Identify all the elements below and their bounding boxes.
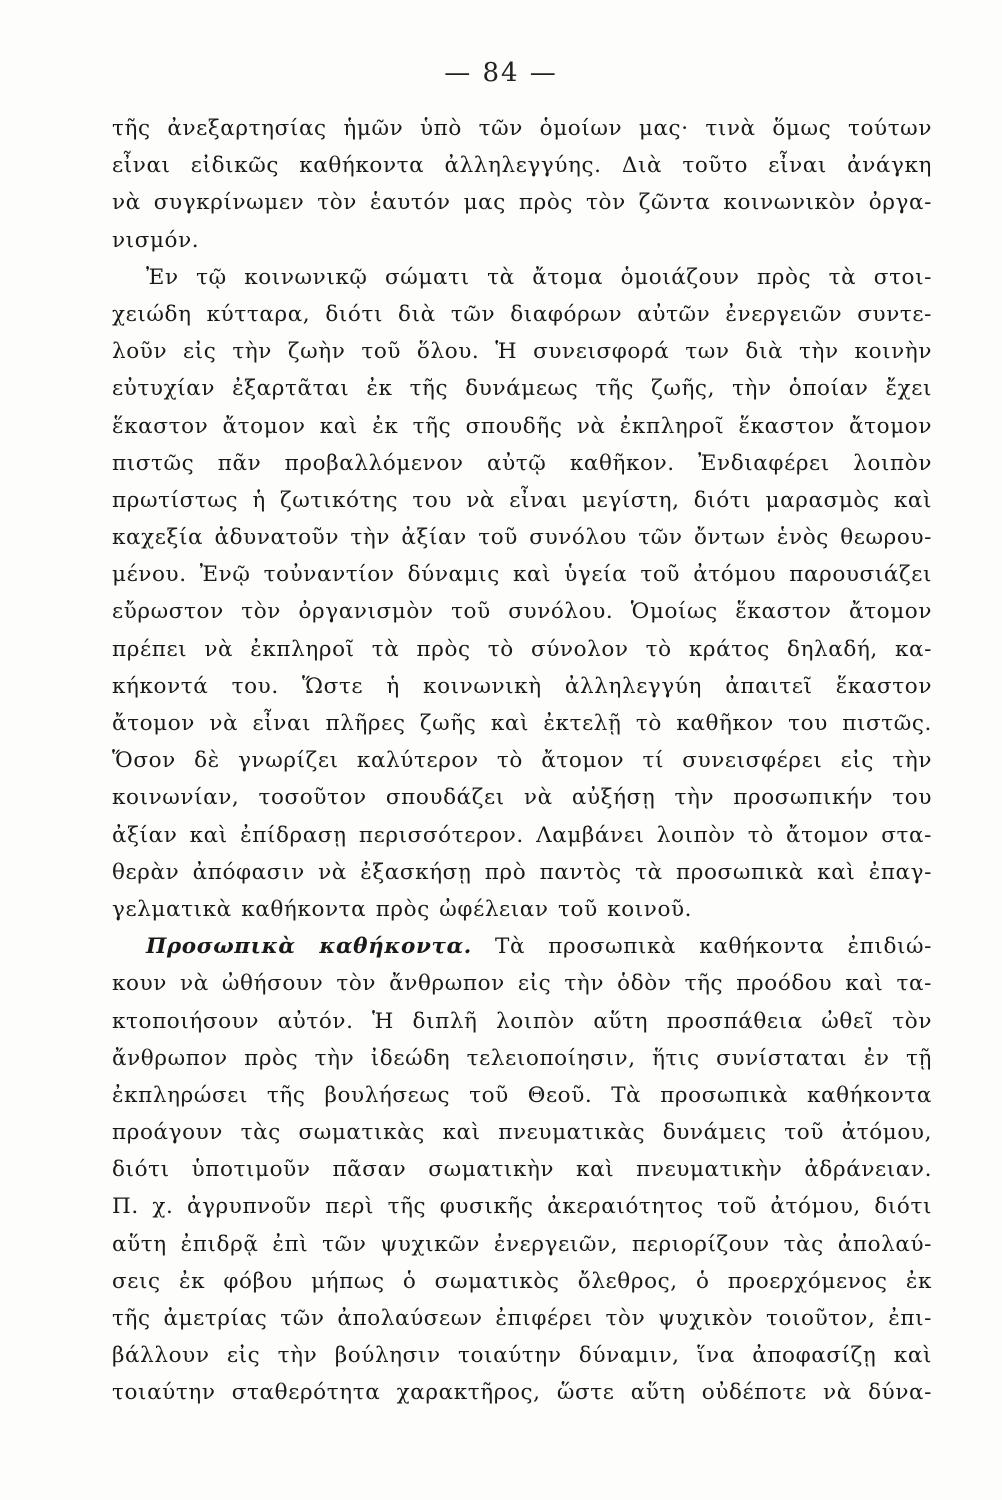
text-line: κοινωνίαν, τοσοῦτον σπουδάζει νὰ αὐξήσῃ τὴν προσωπικήν του (112, 785, 932, 811)
text-line: νὰ συγκρίνωμεν τὸν ἑαυτόν μας πρὸς τὸν ζῶντα κοινωνικὸν ὀργα- (112, 190, 932, 216)
text-line: αὕτη ἐπιδρᾷ ἐπὶ τῶν ψυχικῶν ἐνεργειῶν, περιορίζουν τὰς ἀπολαύ- (112, 1231, 932, 1257)
text-line: σεις ἐκ φόβου μήπως ὁ σωματικὸς ὄλεθρος, ὁ προερχόμενος ἐκ (112, 1268, 932, 1294)
text-line: ἄτομον νὰ εἶναι πλῆρες ζωῆς καὶ ἐκτελῇ τὸ καθῆκον του πιστῶς. (112, 711, 932, 736)
text-line: μένου. Ἐνῷ τοὐναντίον δύναμις καὶ ὑγεία τοῦ ἀτόμου παρουσιάζει (112, 562, 932, 588)
text-line: εἶναι εἰδικῶς καθήκοντα ἀλληλεγγύης. Διὰ τοῦτο εἶναι ἀνάγκη (112, 153, 932, 179)
section-heading: Προσωπικὰ καθήκοντα. (146, 934, 472, 960)
text-line: εὔρωστον τὸν ὀργανισμὸν τοῦ συνόλου. Ὁμοίως ἕκαστον ἄτομον (112, 599, 932, 625)
text-line: Ὅσον δὲ γνωρίζει καλύτερον τὸ ἄτομον τί συνεισφέρει εἰς τὴν (112, 748, 932, 774)
text-line: πιστῶς πᾶν προβαλλόμενον αὐτῷ καθῆκον. Ἐνδιαφέρει λοιπὸν (112, 450, 932, 476)
text-line: τῆς ἀνεξαρτησίας ἡμῶν ὑπὸ τῶν ὁμοίων μας· τινὰ ὅμως τούτων (112, 116, 932, 141)
text-line: Ἐν τῷ κοινωνικῷ σώματι τὰ ἄτομα ὁμοιάζουν πρὸς τὰ στοι- (146, 264, 932, 290)
text-line: νισμόν. (112, 227, 200, 253)
text-line: τοιαύτην σταθερότητα χαρακτῆρος, ὥστε αὕτη οὐδέποτε νὰ δύνα- (112, 1380, 932, 1406)
text-line: ἀξίαν καὶ ἐπίδρασῃ περισσότερον. Λαμβάνει λοιπὸν τὸ ἄτομον στα- (112, 822, 932, 848)
text-line: κτοποιήσουν αὐτόν. Ἡ διπλῆ λοιπὸν αὕτη προσπάθεια ὠθεῖ τὸν (112, 1008, 932, 1034)
section-first-line (112, 928, 932, 965)
text-line: πρωτίστως ἡ ζωτικότης του νὰ εἶναι μεγίστη, διότι μαρασμὸς καὶ (112, 487, 932, 513)
section-first-line-text: Τὰ προσωπικὰ καθήκοντα ἐπιδιώ- (495, 934, 932, 960)
text-line: ἐκπληρώσει τῆς βουλήσεως τοῦ Θεοῦ. Τὰ προσωπικὰ καθήκοντα (112, 1082, 932, 1108)
text-line: γελματικὰ καθήκοντα πρὸς ὠφέλειαν τοῦ κοινοῦ. (112, 896, 693, 922)
text-line: βάλλουν εἰς τὴν βούλησιν τοιαύτην δύναμιν, ἵνα ἀποφασίζῃ καὶ (112, 1343, 932, 1369)
text-line: ἄνθρωπον πρὸς τὴν ἰδεώδη τελειοποίησιν, ἥτις συνίσταται ἐν τῇ (112, 1045, 932, 1071)
text-line: ἕκαστον ἄτομον καὶ ἐκ τῆς σπουδῆς νὰ ἐκπληροῖ ἕκαστον ἄτομον (112, 413, 932, 439)
text-line: πρέπει νὰ ἐκπληροῖ τὰ πρὸς τὸ σύνολον τὸ κράτος δηλαδή, κα- (112, 636, 932, 662)
body-text (112, 110, 932, 1412)
text-line: καχεξία ἀδυνατοῦν τὴν ἀξίαν τοῦ συνόλου τῶν ὄντων ἑνὸς θεωρου- (112, 525, 932, 551)
text-line: Π. χ. ἀγρυπνοῦν περὶ τῆς φυσικῆς ἀκεραιότητος τοῦ ἀτόμου, διότι (112, 1194, 932, 1220)
text-line: εὐτυχίαν ἐξαρτᾶται ἐκ τῆς δυνάμεως τῆς ζωῆς, τὴν ὁποίαν ἔχει (112, 376, 932, 402)
page-number: — 84 — (444, 58, 558, 88)
text-line: κουν νὰ ὠθήσουν τὸν ἄνθρωπον εἰς τὴν ὁδὸν τῆς προόδου καὶ τα- (112, 971, 932, 997)
text-line: κήκοντά του. Ὥστε ἡ κοινωνικὴ ἀλληλεγγύη ἀπαιτεῖ ἕκαστον (112, 673, 932, 699)
text-line: τῆς ἀμετρίας τῶν ἀπολαύσεων ἐπιφέρει τὸν ψυχικὸν τοιοῦτον, ἐπι- (112, 1306, 932, 1331)
text-line: διότι ὑποτιμοῦν πᾶσαν σωματικὴν καὶ πνευματικὴν ἀδράνειαν. (112, 1157, 932, 1183)
text-line: λοῦν εἰς τὴν ζωὴν τοῦ ὅλου. Ἡ συνεισφορά των διὰ τὴν κοινὴν (112, 339, 932, 365)
text-line: θερὰν ἀπόφασιν νὰ ἐξασκήσῃ πρὸ παντὸς τὰ προσωπικὰ καὶ ἐπαγ- (112, 859, 932, 885)
text-line: προάγουν τὰς σωματικὰς καὶ πνευματικὰς δυνάμεις τοῦ ἀτόμου, (112, 1120, 932, 1146)
text-line: χειώδη κύτταρα, διότι διὰ τῶν διαφόρων αὐτῶν ἐνεργειῶν συντε- (112, 301, 932, 327)
